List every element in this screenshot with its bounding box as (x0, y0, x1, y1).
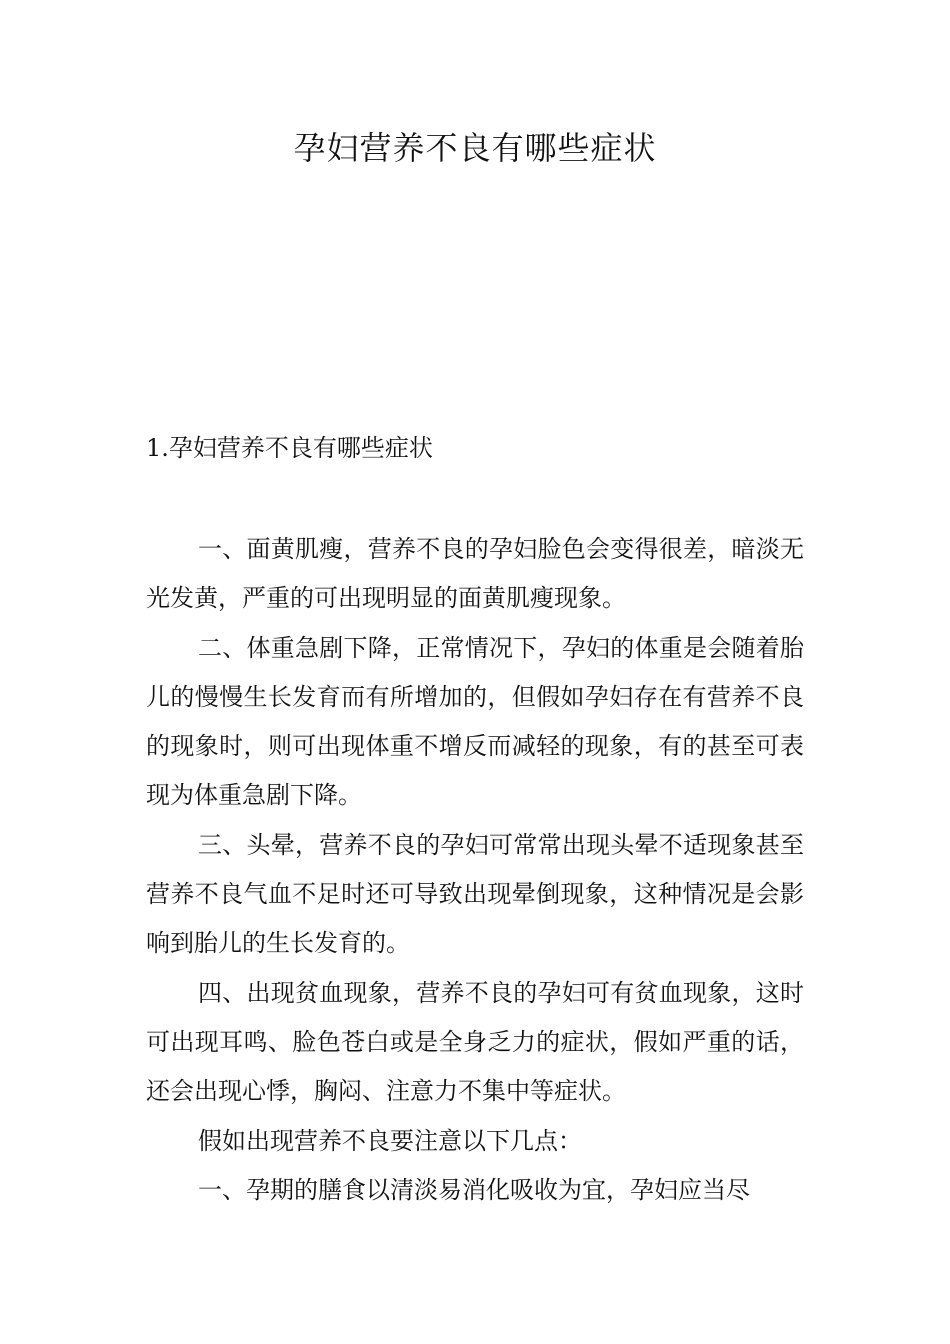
paragraph: 三、头晕，营养不良的孕妇可常常出现头晕不适现象甚至营养不良气血不足时还可导致出现晕倒现象，这种情况是会影响到胎儿的生长发育的。 (146, 830, 804, 958)
document-title: 孕妇营养不良有哪些症状 (293, 129, 657, 167)
paragraph: 二、体重急剧下降，正常情况下，孕妇的体重是会随着胎儿的慢慢生长发育而有所增加的，但假如孕妇存在有营养不良的现象时，则可出现体重不增反而减轻的现象，有的甚至可表现为体重急剧下降。 (146, 633, 804, 810)
paragraph: 一、孕期的膳食以清淡易消化吸收为宜，孕妇应当尽 (198, 1175, 750, 1204)
paragraph: 一、面黄肌瘦，营养不良的孕妇脸色会变得很差，暗淡无光发黄，严重的可出现明显的面黄肌瘦现象。 (146, 535, 804, 613)
paragraph: 四、出现贫血现象，营养不良的孕妇可有贫血现象，这时可出现耳鸣、脸色苍白或是全身乏力的症状，假如严重的话，还会出现心悸，胸闷、注意力不集中等症状。 (146, 978, 804, 1106)
document-body (146, 525, 804, 1215)
paragraph: 假如出现营养不良要注意以下几点： (198, 1126, 582, 1155)
section-heading: 1.孕妇营养不良有哪些症状 (146, 434, 433, 462)
